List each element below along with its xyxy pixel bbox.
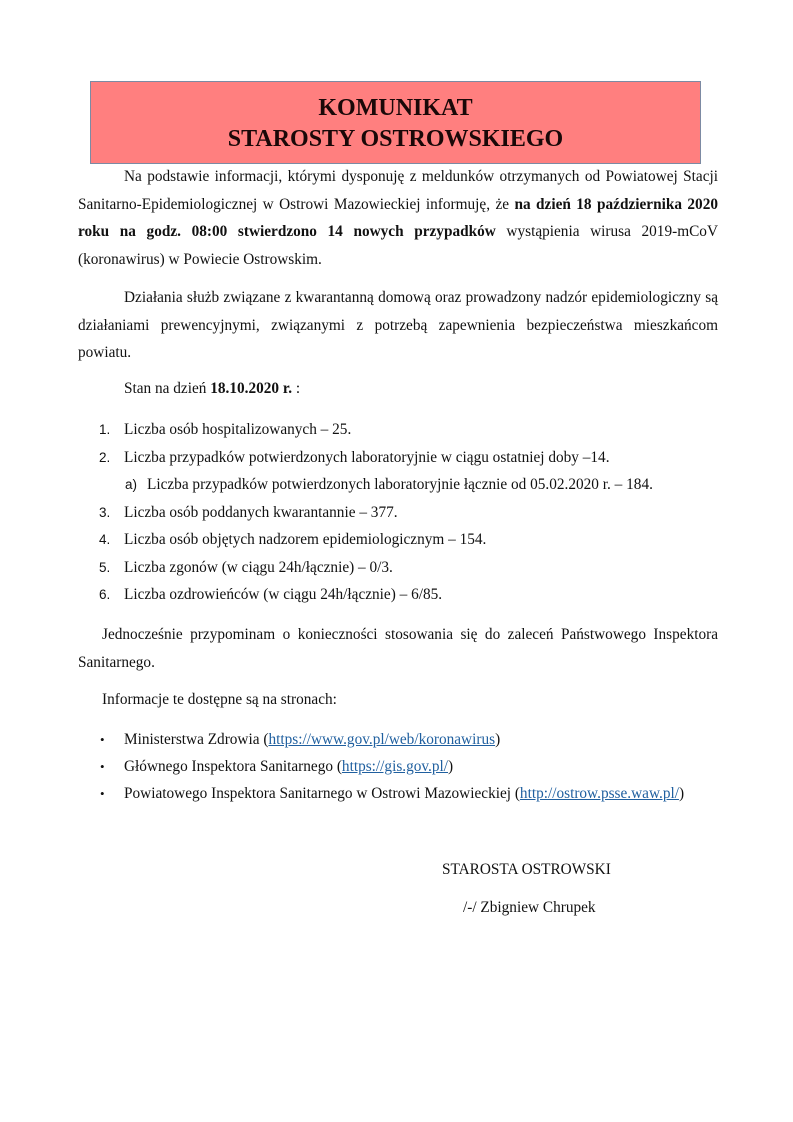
- status-line: [78, 375, 718, 403]
- quarantine-paragraph: [78, 284, 718, 367]
- status-prefix: Stan na dzień: [124, 380, 211, 397]
- list-marker: a): [125, 477, 138, 492]
- source-item: [78, 753, 738, 780]
- link-gis[interactable]: https://gis.gov.pl/: [341, 758, 449, 775]
- list-marker: 1.: [99, 422, 111, 437]
- statistics-item: [78, 554, 718, 582]
- source-item: [78, 780, 738, 807]
- signature-name: /-/ Zbigniew Chrupek: [463, 899, 596, 916]
- statistics-item-text: Liczba osób hospitalizowanych – 25.: [124, 421, 352, 438]
- intro-tail-text: wystąpienia wirusa 2019-mCoV (koronawirus) w Powiecie Ostrowskim.: [78, 223, 718, 268]
- statistics-item: [78, 499, 718, 527]
- header-banner: [90, 81, 701, 164]
- source-label: Głównego Inspektora Sanitarnego (: [124, 758, 342, 775]
- link-psse-ostrow[interactable]: http://ostrow.psse.waw.pl/: [519, 785, 679, 802]
- status-date: 18.10.2020 r.: [210, 380, 293, 397]
- bullet-icon: •: [100, 786, 105, 801]
- source-item: [78, 726, 738, 753]
- status-suffix: :: [292, 380, 301, 397]
- link-ministry-of-health[interactable]: https://www.gov.pl/web/koronawirus: [268, 731, 496, 748]
- list-marker: 3.: [99, 504, 111, 520]
- statistics-list: [78, 416, 718, 609]
- statistics-item-text: Liczba osób objętych nadzorem epidemiologicznym – 154.: [124, 531, 487, 548]
- sources-list: [78, 726, 738, 807]
- list-marker: 2.: [99, 449, 111, 465]
- header-title-line1: KOMUNIKAT: [318, 95, 473, 121]
- quarantine-text: Działania służb związane z kwarantanną domową oraz prowadzony nadzór epidemiologiczny są działaniami prewencyjnymi, związanymi z potrzebą zapewnienia bezpieczeństwa mieszkańcom powiatu.: [78, 289, 718, 361]
- reminder-paragraph: [78, 621, 718, 676]
- source-label: Powiatowego Inspektora Sanitarnego w Ostrowi Mazowieckiej (: [124, 785, 520, 802]
- bullet-icon: •: [100, 759, 105, 774]
- statistics-item-text: Liczba przypadków potwierdzonych laboratoryjnie łącznie od 05.02.2020 r. – 184.: [147, 476, 653, 493]
- statistics-item-text: Liczba ozdrowieńców (w ciągu 24h/łącznie) – 6/85.: [124, 586, 443, 603]
- statistics-item: [78, 416, 718, 444]
- signature-title: STAROSTA OSTROWSKI: [442, 861, 611, 878]
- intro-lead-text: Na podstawie informacji, którymi dysponuję z meldunków otrzymanych od Powiatowej Stacji Sanitarno-Epidemiologicznej w Ostrowi Mazowieckiej informuję, że: [78, 168, 718, 213]
- source-close-paren: ): [678, 785, 685, 802]
- statistics-item: [78, 581, 718, 609]
- list-marker: 4.: [99, 532, 111, 547]
- intro-bold-text: na dzień 18 października 2020 roku na godz. 08:00 stwierdzono 14 nowych przypadków: [78, 195, 718, 240]
- statistics-item-text: Liczba przypadków potwierdzonych laboratoryjnie w ciągu ostatniej doby –14.: [124, 448, 610, 466]
- source-close-paren: ): [448, 758, 454, 775]
- statistics-item-text: Liczba zgonów (w ciągu 24h/łącznie) – 0/3.: [124, 558, 393, 576]
- source-label: Ministerstwa Zdrowia (: [124, 731, 269, 748]
- info-sources-text: Informacje te dostępne są na stronach:: [102, 691, 337, 708]
- header-title-line2: STAROSTY OSTROWSKIEGO: [227, 126, 564, 152]
- reminder-text: Jednocześnie przypominam o konieczności stosowania się do zaleceń Państwowego Inspektora Sanitarnego.: [78, 626, 718, 671]
- statistics-subitem: [78, 471, 718, 499]
- statistics-item-text: Liczba osób poddanych kwarantannie – 377.: [124, 503, 398, 521]
- statistics-item: [78, 526, 718, 554]
- bullet-icon: •: [100, 732, 105, 747]
- info-sources-intro: [78, 686, 718, 714]
- source-close-paren: ): [495, 731, 501, 748]
- list-marker: 6.: [99, 587, 111, 602]
- statistics-item: [78, 444, 718, 472]
- list-marker: 5.: [99, 559, 111, 575]
- intro-paragraph: [78, 163, 718, 273]
